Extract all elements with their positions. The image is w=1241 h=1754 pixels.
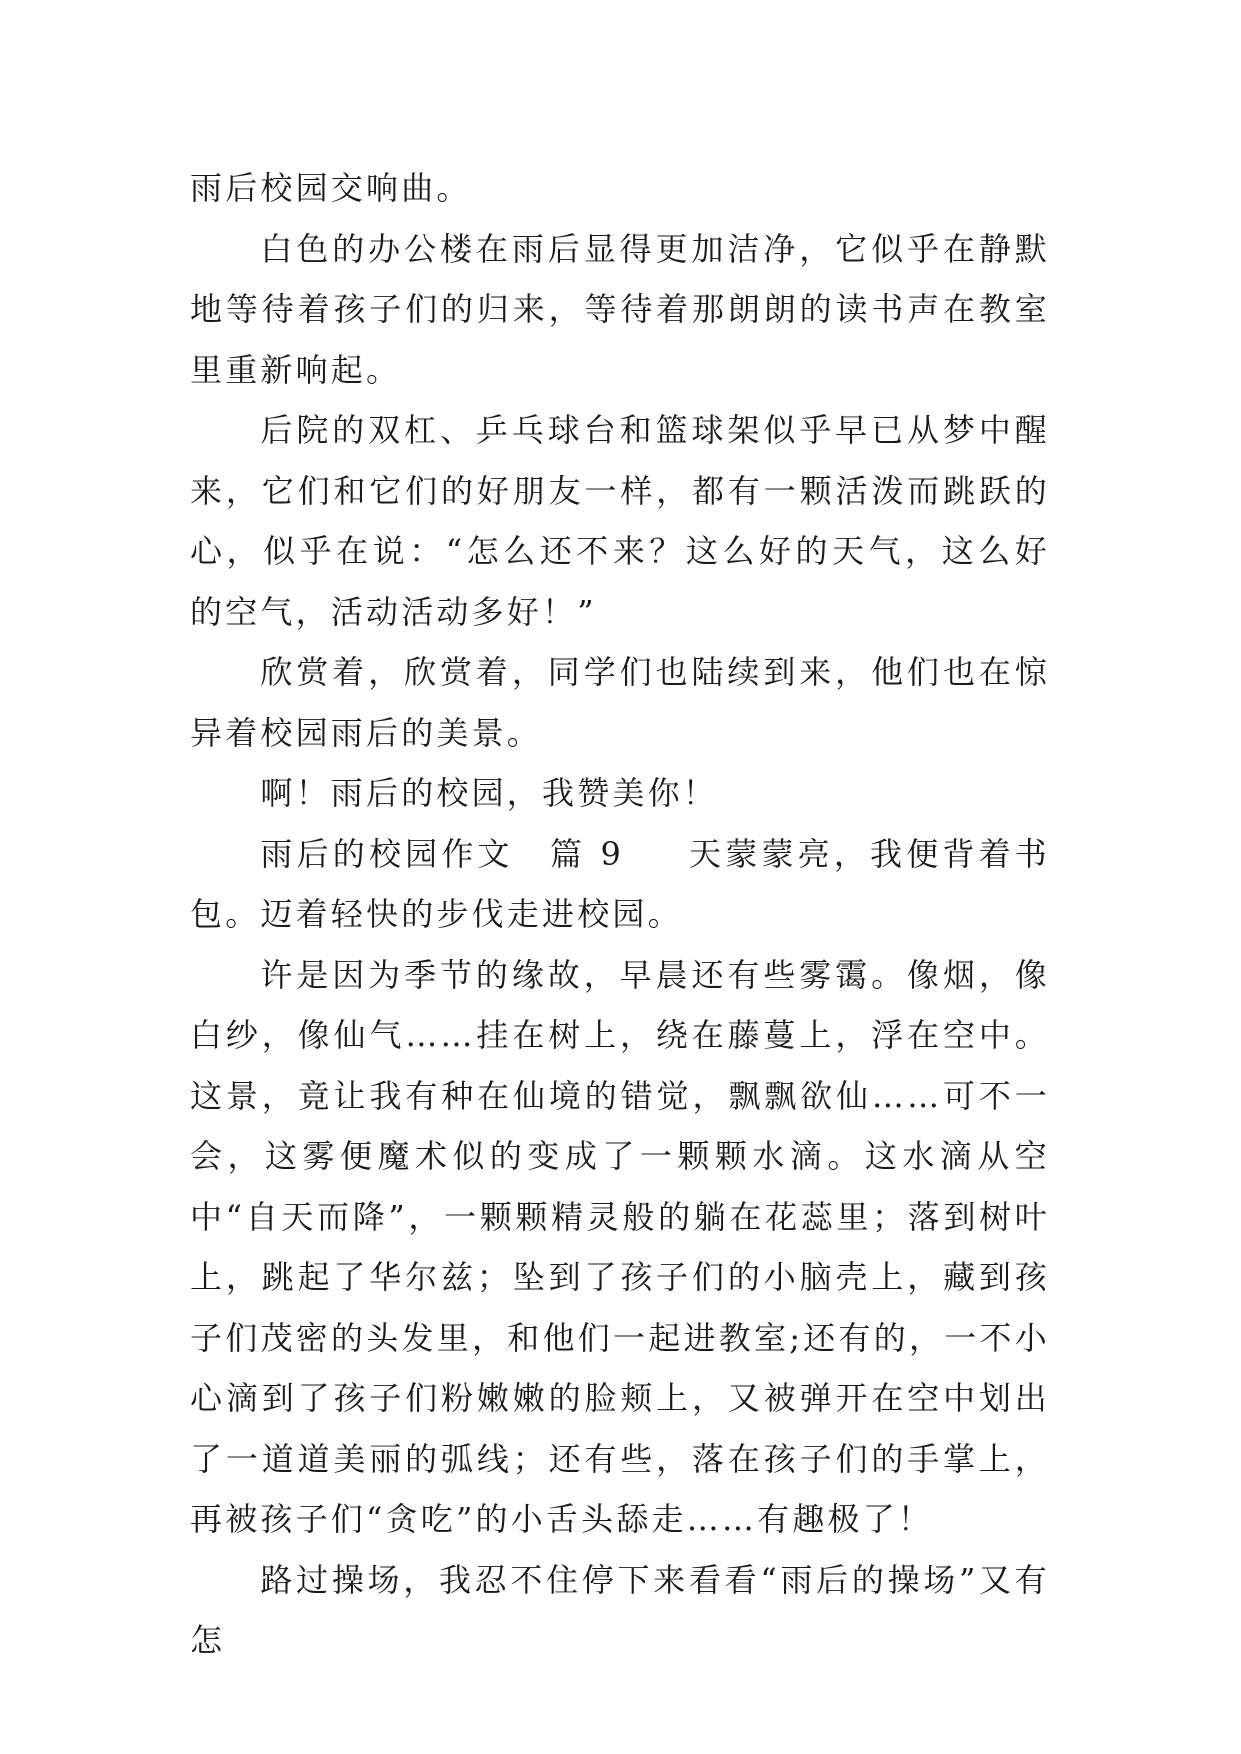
document-body bbox=[190, 158, 1050, 1671]
section-number: 篇 9 bbox=[548, 834, 625, 873]
paragraph-6: 许是因为季节的缘故，早晨还有些雾霭。像烟，像白纱，像仙气……挂在树上，绕在藤蔓上，浮在空中。这景，竟让我有种在仙境的错觉，飘飘欲仙……可不一会，这雾便魔术似的变成了一颗颗水滴。这水滴从空中“自天而降”，一颗颗精灵般的躺在花蕊里；落到树叶上，跳起了华尔兹；坠到了孩子们的小脑壳上，藏到孩子们茂密的头发里，和他们一起进教室;还有的，一不小心滴到了孩子们粉嫩嫩的脸颊上，又被弹开在空中划出了一道道美丽的弧线；还有些，落在孩子们的手掌上，再被孩子们“贪吃”的小舌头舔走……有趣极了！ bbox=[190, 955, 1050, 1538]
paragraph-7: 路过操场，我忍不住停下来看看“雨后的操场”又有怎 bbox=[190, 1560, 1050, 1659]
section-lead-text: 天蒙蒙亮，我便背着书包。迈着轻快的步伐走进校园。 bbox=[190, 834, 1050, 933]
paragraph-5: 啊！雨后的校园，我赞美你！ bbox=[260, 774, 718, 812]
paragraph-3: 后院的双杠、乒乓球台和篮球架似乎早已从梦中醒来，它们和它们的好朋友一样，都有一颗活泼而跳跃的心，似乎在说：“怎么还不来？这么好的天气，这么好的空气，活动活动多好！” bbox=[190, 411, 1050, 631]
paragraph-4: 欣赏着，欣赏着，同学们也陆续到来，他们也在惊异着校园雨后的美景。 bbox=[190, 653, 1050, 752]
section-heading-paragraph bbox=[190, 824, 1050, 945]
paragraph-2: 白色的办公楼在雨后显得更加洁净，它似乎在静默地等待着孩子们的归来，等待着那朗朗的读书声在教室里重新响起。 bbox=[190, 229, 1050, 389]
section-title: 雨后的校园作文 bbox=[260, 834, 514, 873]
paragraph-1: 雨后校园交响曲。 bbox=[190, 169, 472, 207]
